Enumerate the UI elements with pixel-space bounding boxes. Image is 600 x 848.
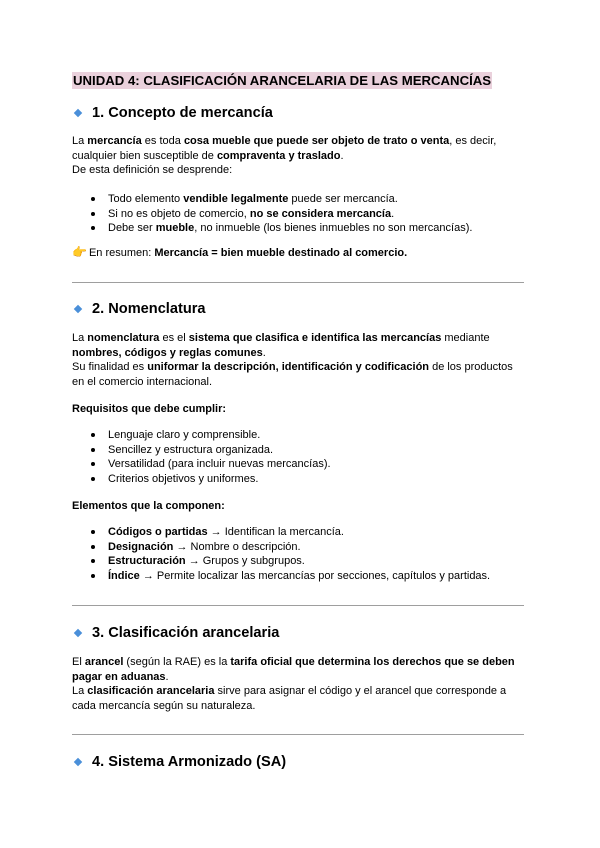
list-item: Lenguaje claro y comprensible. <box>72 428 524 443</box>
divider <box>72 605 524 606</box>
section-heading <box>75 753 524 771</box>
pointing-hand-icon: 👉 <box>72 245 87 259</box>
bullet-list <box>72 428 524 487</box>
bullet-list <box>72 192 524 236</box>
paragraph: nombres, códigos y reglas comunes. <box>72 346 266 359</box>
diamond-bullet-icon <box>74 629 82 637</box>
section-heading <box>75 300 524 318</box>
paragraph: De esta definición se desprende: <box>72 164 233 177</box>
section-number: 1. <box>92 105 105 121</box>
bullet-list <box>72 525 524 584</box>
list-item: Todo elemento vendible legalmente puede ser mercancía. <box>72 192 524 207</box>
paragraph: El arancel (según la RAE) es la tarifa oficial que determina los derechos que se deben <box>72 656 515 668</box>
document-title: UNIDAD 4: CLASIFICACIÓN ARANCELARIA DE LAS MERCANCÍAS <box>73 73 492 88</box>
concepto-summary: 👉 En resumen: Mercancía = bien mueble destinado al comercio. <box>72 245 408 259</box>
diamond-bullet-icon <box>74 305 82 313</box>
section-number: 4. <box>92 754 105 770</box>
section-title: Sistema Armonizado (SA) <box>108 754 287 770</box>
section-heading <box>75 104 524 122</box>
concepto-body <box>72 134 524 178</box>
list-item: Sencillez y estructura organizada. <box>72 443 524 458</box>
list-item: Criterios objetivos y uniformes. <box>72 472 524 487</box>
elementos-list <box>72 525 524 584</box>
concepto-bullets <box>72 192 524 236</box>
nomenclatura-body <box>72 331 524 389</box>
paragraph: cualquier bien susceptible de compraventa y traslado. <box>72 149 344 162</box>
paragraph: pagar en aduanas. <box>72 670 169 683</box>
paragraph: cada mercancía según su naturaleza. <box>72 699 256 712</box>
list-item: Versatilidad (para incluir nuevas mercancías). <box>72 457 524 472</box>
divider <box>72 282 524 283</box>
section-concepto <box>72 104 524 122</box>
list-item: Estructuración → Grupos y subgrupos. <box>72 554 524 569</box>
list-item: Índice → Permite localizar las mercancías por secciones, capítulos y partidas. <box>72 569 524 584</box>
paragraph: La nomenclatura es el sistema que clasifica e identifica las mercancías mediante <box>72 332 490 344</box>
requisitos-list <box>72 428 524 487</box>
section-nomenclatura <box>72 300 524 318</box>
requisitos-title: Requisitos que debe cumplir: <box>72 403 227 415</box>
section-title: Concepto de mercancía <box>108 105 273 121</box>
diamond-bullet-icon <box>74 109 82 117</box>
diamond-bullet-icon <box>74 758 82 766</box>
clasificacion-body <box>72 655 524 713</box>
section-number: 3. <box>92 625 105 641</box>
section-sistema-armonizado <box>72 753 524 771</box>
paragraph: La mercancía es toda cosa mueble que puede ser objeto de trato o venta, es decir, <box>72 135 497 147</box>
paragraph: en el comercio internacional. <box>72 375 213 388</box>
list-item: Códigos o partidas → Identifican la mercancía. <box>72 525 524 540</box>
list-item: Debe ser mueble, no inmueble (los bienes inmuebles no son mercancías). <box>72 221 524 236</box>
section-number: 2. <box>92 301 105 317</box>
paragraph: Su finalidad es uniformar la descripción, identificación y codificación de los productos <box>72 361 513 374</box>
elementos-title: Elementos que la componen: <box>72 500 225 512</box>
paragraph: La clasificación arancelaria sirve para asignar el código y el arancel que corresponde a <box>72 685 507 698</box>
list-item: Si no es objeto de comercio, no se considera mercancía. <box>72 207 524 222</box>
section-title: Clasificación arancelaria <box>108 625 280 641</box>
divider <box>72 734 524 735</box>
section-heading <box>75 624 524 642</box>
section-clasificacion <box>72 624 524 642</box>
list-item: Designación → Nombre o descripción. <box>72 540 524 555</box>
section-title: Nomenclatura <box>108 301 206 317</box>
